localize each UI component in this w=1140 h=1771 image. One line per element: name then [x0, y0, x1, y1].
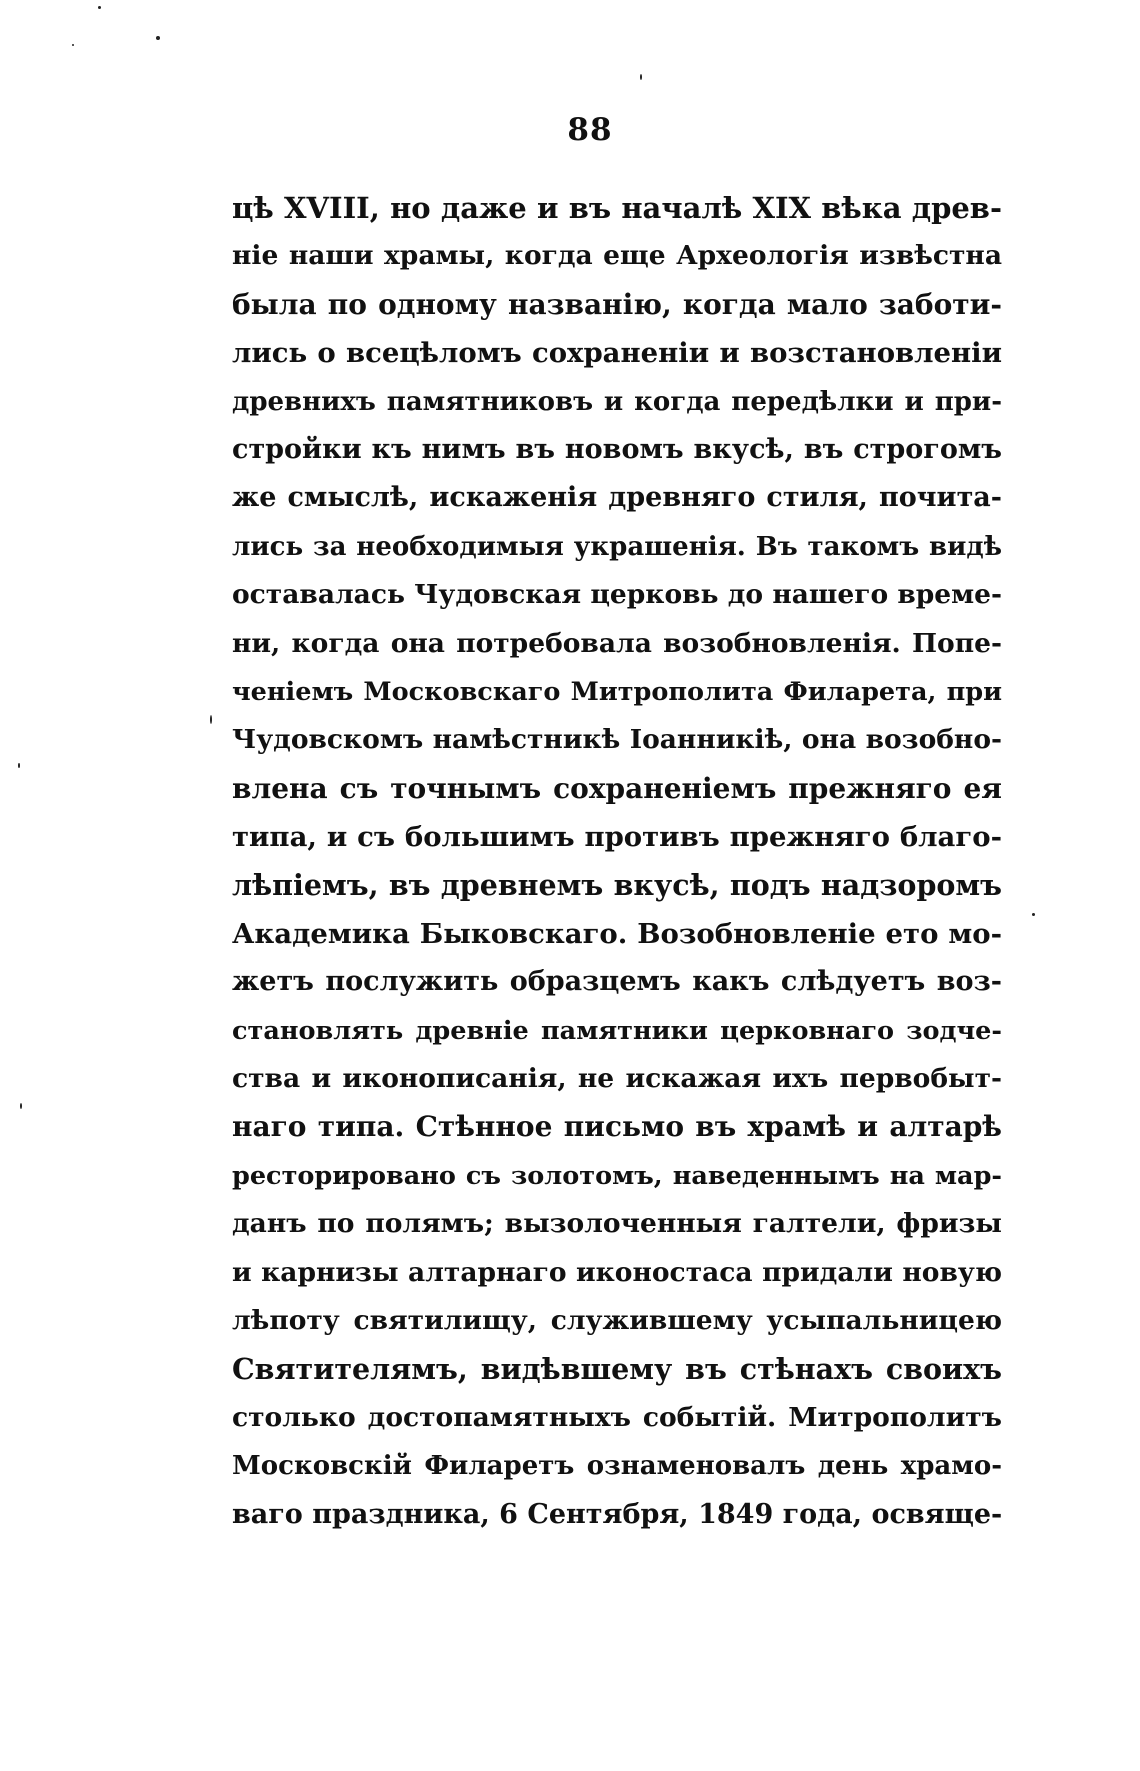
body-text: [232, 184, 1002, 1539]
text-line: влена съ точнымъ сохраненіемъ прежняго ея: [232, 771, 1002, 805]
text-line: лѣпоту святилищу, служившему усыпальницею: [232, 1304, 1002, 1336]
text-line: ни, когда она потребовала возобновленія. Попе-: [232, 627, 1002, 659]
text-line: данъ по полямъ; вызолоченныя галтели, фризы: [232, 1208, 1002, 1240]
text-line: ніе наши храмы, когда еще Археологія извѣстна: [232, 240, 1002, 272]
text-line: становлять древніе памятники церковнаго зодче-: [232, 1015, 1002, 1046]
text-line: жетъ послужить образцемъ какъ слѣдуетъ воз-: [232, 966, 1002, 998]
ink-speck: [210, 715, 212, 724]
text-line: оставалась Чудовская церковь до нашего време-: [232, 579, 1002, 611]
text-line: лись о всецѣломъ сохраненіи и возстановленіи: [232, 337, 1002, 370]
text-line: ства и иконописанія, не искажая ихъ первобыт-: [232, 1063, 1002, 1095]
ink-speck: [18, 763, 20, 768]
text-line: типа, и съ большимъ противъ прежняго благо-: [232, 821, 1002, 854]
ink-speck: [640, 74, 642, 80]
text-line: лѣпіемъ, въ древнемъ вкусѣ, подъ надзоромъ: [232, 868, 1002, 903]
text-line: ваго праздника, 6 Сентября, 1849 года, освяще-: [232, 1498, 1002, 1530]
text-line: Святителямъ, видѣвшему въ стѣнахъ своихъ: [232, 1352, 1002, 1387]
text-line: цѣ XVIII, но даже и въ началѣ XIX вѣка древ-: [232, 191, 1002, 225]
text-line: была по одному названію, когда мало заботи-: [232, 287, 1002, 321]
page-number: 88: [567, 112, 613, 148]
text-line: наго типа. Стѣнное письмо въ храмѣ и алтарѣ: [232, 1110, 1002, 1144]
ink-speck: [72, 44, 74, 46]
text-line: Московскій Филаретъ ознаменовалъ день храмо-: [232, 1451, 1002, 1482]
text-line: ченіемъ Московскаго Митрополита Филарета, при: [232, 676, 1002, 707]
text-line: лись за необходимыя украшенія. Въ такомъ видѣ: [232, 531, 1002, 562]
ink-speck: [156, 36, 160, 40]
text-line: Чудовскомъ намѣстникѣ Іоанникіѣ, она возобно-: [232, 724, 1002, 756]
text-line: же смыслѣ, искаженія древняго стиля, почита-: [232, 482, 1002, 514]
ink-speck: [20, 1103, 22, 1109]
text-line: стройки къ нимъ въ новомъ вкусѣ, въ строгомъ: [232, 433, 1002, 465]
ink-speck: [1032, 913, 1035, 916]
text-line: столько достопамятныхъ событій. Митрополитъ: [232, 1401, 1002, 1433]
text-line: древнихъ памятниковъ и когда передѣлки и при-: [232, 386, 1002, 417]
ink-speck: [98, 6, 101, 9]
text-line: ресторировано съ золотомъ, наведеннымъ на мар-: [232, 1160, 1002, 1191]
text-line: и карнизы алтарнаго иконостаса придали новую: [232, 1256, 1002, 1288]
text-line: Академика Быковскаго. Возобновленіе ето мо-: [232, 917, 1002, 950]
